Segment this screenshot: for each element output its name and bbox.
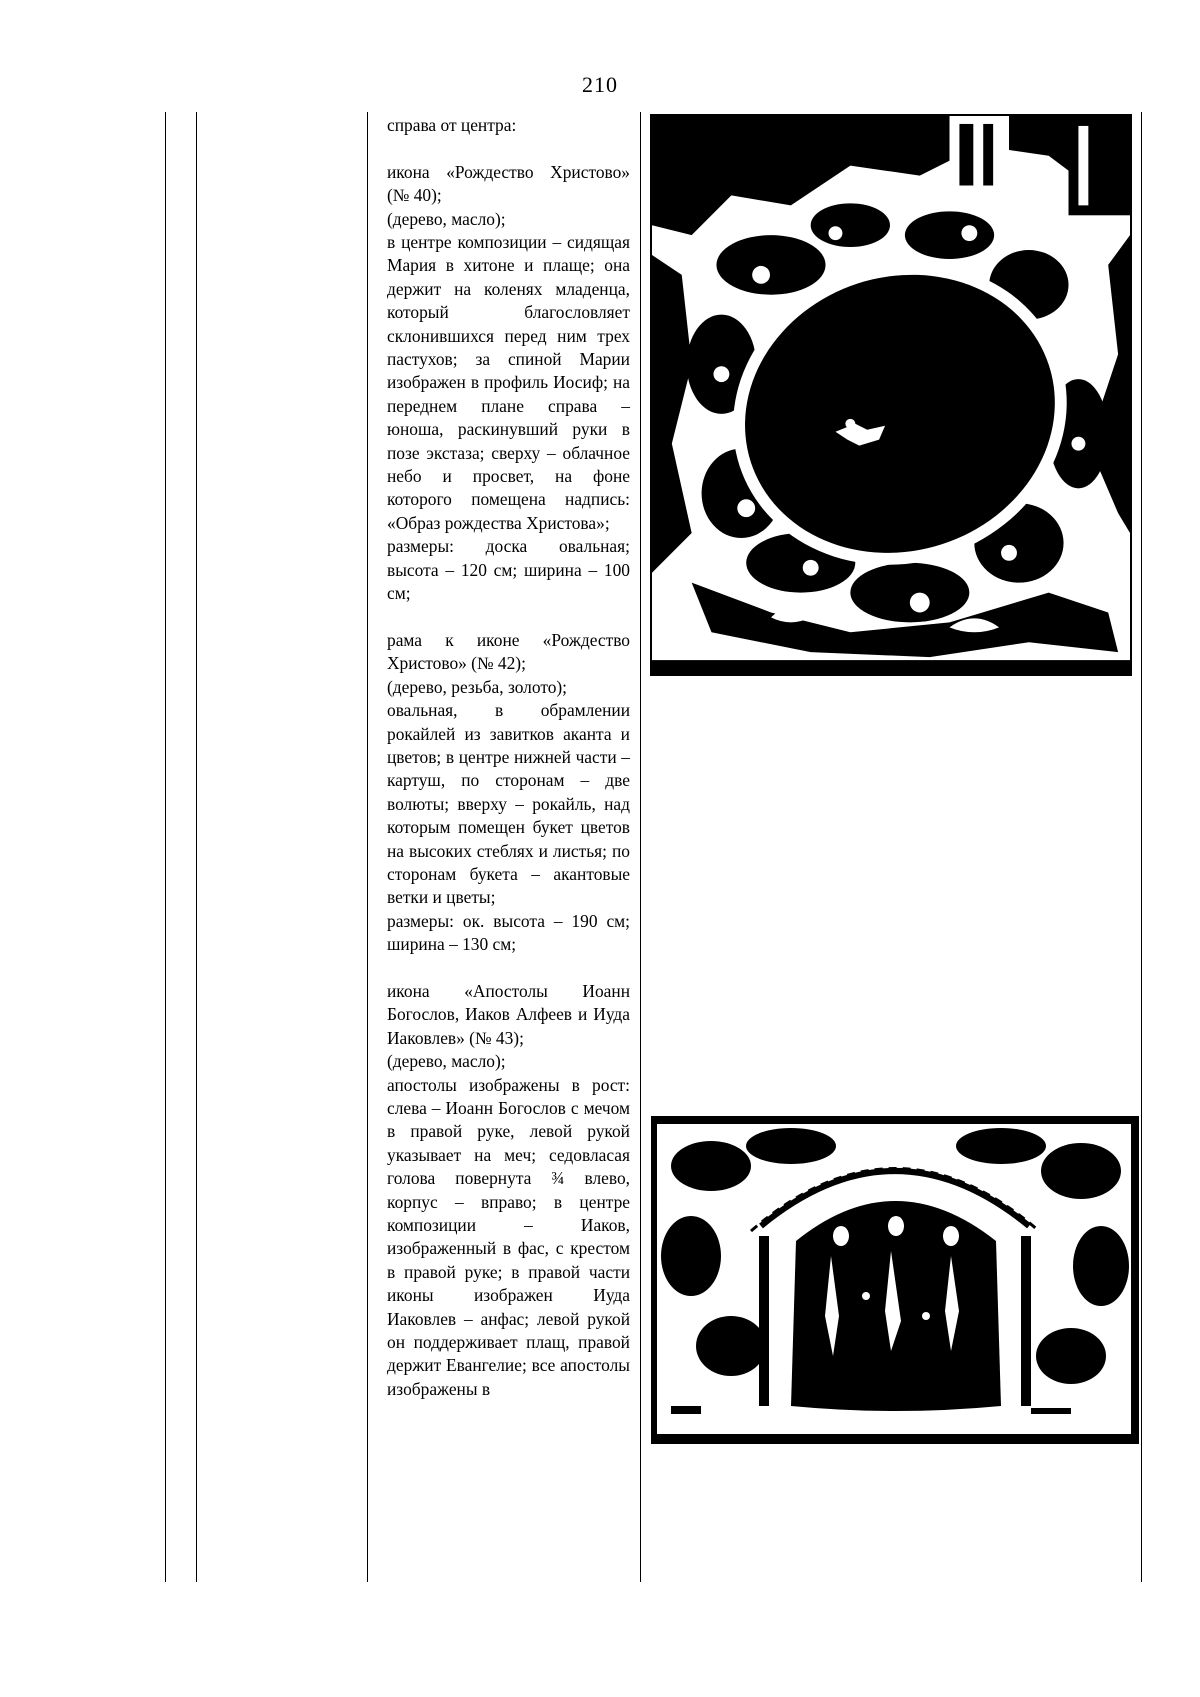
entry-description: апостолы изображены в рост: слева – Иоанн Богослов с мечом в правой руке, левой рукой указывает на меч; седовласая голова повернута ¾ влево, корпус – вправо; в центре композиции – Иаков, изображенный в фас, с крестом в правой руке; в правой части иконы изображен Иуда Иаковлев – анфас; левой рукой он поддерживает плащ, правой держит Евангелие; все апостолы изображены в [387,1074,630,1399]
oval-icon-photo [650,114,1132,676]
entry-description: в центре композиции – сидящая Мария в хитоне и плаще; она держит на коленях младенца, который благословляет склонившихся перед ним трех пастухов; за спиной Марии изображен в профиль Иосиф; на переднем плане справа – юноша, раскинувший руки в позе экстаза; сверху – облачное небо и просвет, на фоне которого помещена надпись: «Образ рождества Христова»; [387,232,630,533]
entry-material: (дерево, масло); [387,1051,506,1072]
entry-material: (дерево, масло); [387,208,506,229]
entry-size: размеры: ок. высота – 190 см; ширина – 130 см; [387,910,630,955]
table-rule [165,112,166,1582]
page-number: 210 [582,72,618,97]
intro-text: справа от центра: [387,115,517,135]
entry-title: рама к иконе «Рождество Христово» (№ 42); [387,629,630,674]
table-rule [196,112,197,1582]
intro-block [387,114,630,606]
table-rule [367,112,368,1582]
entry-block [387,980,630,1401]
arched-icon-photo [651,1116,1139,1444]
entry-title: икона «Апостолы Иоанн Богослов, Иаков Алфеев и Иуда Иаковлев» (№ 43); [387,980,630,1048]
table-rule [640,112,641,1582]
entry-size: размеры: доска овальная; высота – 120 см; ширина – 100 см; [387,536,630,604]
entry-title: икона «Рождество Христово» (№ 40); [387,161,630,206]
description-column [387,114,630,1401]
table-rule [1141,112,1142,1582]
entry-description: овальная, в обрамлении рокайлей из завитков аканта и цветов; в центре нижней части – картуш, по сторонам – две волюты; вверху – рокайль, над которым помещен букет цветов на высоких стеблях и листья; по сторонам букета – акантовые ветки и цветы; [387,700,630,908]
entry-block [387,629,630,957]
entry-material: (дерево, резьба, золото); [387,676,568,697]
